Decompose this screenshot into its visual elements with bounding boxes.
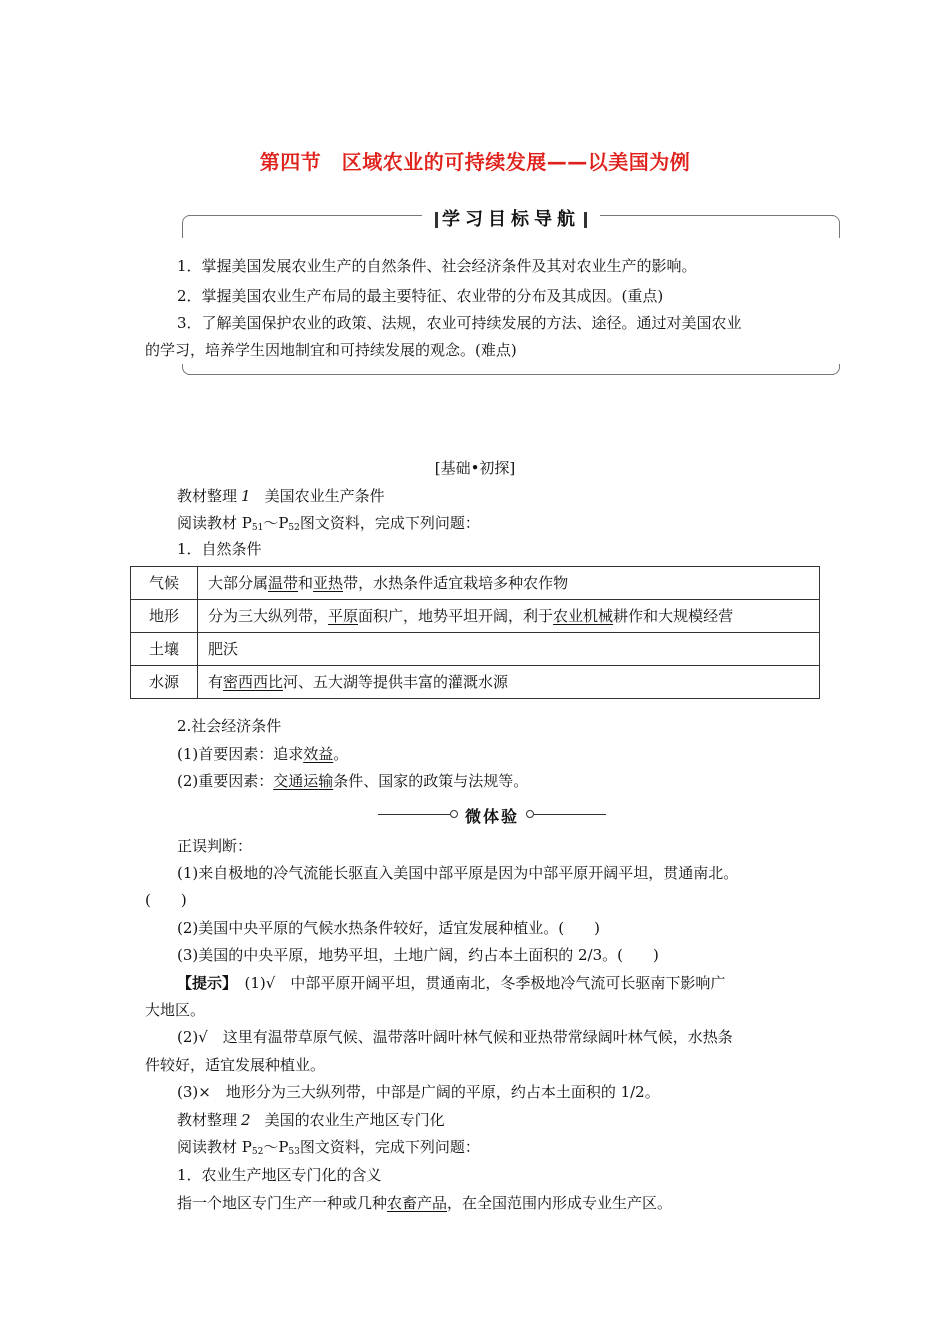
table-key: 土壤 bbox=[131, 633, 198, 666]
specialization-definition: 指一个地区专门生产一种或几种农畜产品，在全国范围内形成专业生产区。 bbox=[177, 1194, 673, 1212]
part1-read-instruction: 阅读教材 $P_{51}\sim P_{52}$图文资料，完成下列问题： bbox=[177, 514, 480, 533]
hint-answer-1-cont: 大地区。 bbox=[145, 1001, 206, 1019]
specialization-heading: 1．农业生产地区专门化的含义 bbox=[177, 1166, 382, 1184]
page-title: 第四节 区域农业的可持续发展——以美国为例 bbox=[259, 150, 691, 174]
table-value: 大部分属温带和亚热带，水热条件适宜栽培多种农作物 bbox=[198, 567, 820, 600]
social-item-2: (2)重要因素：交通运输条件、国家的政策与法规等。 bbox=[177, 772, 529, 790]
natural-conditions-heading: 1．自然条件 bbox=[177, 540, 262, 558]
micro-heading: 微体验 bbox=[464, 807, 519, 826]
question-2: (2)美国中央平原的气候水热条件较好，适宜发展种植业。( ) bbox=[177, 919, 600, 937]
natural-conditions-table bbox=[130, 566, 820, 699]
goal-item-1: 1．掌握美国发展农业生产的自然条件、社会经济条件及其对农业生产的影响。 bbox=[177, 257, 697, 275]
social-item-1: (1)首要因素：追求效益。 bbox=[177, 745, 349, 763]
hint-answer-2: (2)√ 这里有温带草原气候、温带落叶阔叶林气候和亚热带常绿阔叶林气候，水热条 bbox=[177, 1028, 733, 1046]
table-row bbox=[131, 633, 820, 666]
table-key: 地形 bbox=[131, 600, 198, 633]
judge-label: 正误判断： bbox=[177, 837, 253, 855]
table-row bbox=[131, 600, 820, 633]
part2-heading: 教材整理 2 美国的农业生产地区专门化 bbox=[177, 1111, 445, 1129]
part1-heading: 教材整理 1 美国农业生产条件 bbox=[177, 487, 385, 505]
goal-item-3-line2: 的学习，培养学生因地制宜和可持续发展的观念。(难点) bbox=[145, 341, 517, 359]
question-3: (3)美国的中央平原，地势平坦，土地广阔，约占本土面积的 2/3。( ) bbox=[177, 946, 659, 964]
hint-answer-2-cont: 件较好，适宜发展种植业。 bbox=[145, 1056, 326, 1074]
table-key: 气候 bbox=[131, 567, 198, 600]
table-key: 水源 bbox=[131, 666, 198, 699]
table-row bbox=[131, 666, 820, 699]
micro-experience-divider bbox=[378, 804, 606, 826]
goal-item-2: 2．掌握美国农业生产布局的最主要特征、农业带的分布及其成因。(重点) bbox=[177, 287, 664, 305]
table-value: 肥沃 bbox=[198, 633, 820, 666]
table-row bbox=[131, 567, 820, 600]
hint-answer-3: (3)× 地形分为三大纵列带，中部是广阔的平原，约占本土面积的 1/2。 bbox=[177, 1083, 660, 1101]
question-1: (1)来自极地的冷气流能长驱直入美国中部平原是因为中部平原开阔平坦，贯通南北。 bbox=[177, 864, 739, 882]
question-1-answer-blank: ( ) bbox=[145, 891, 187, 909]
table-value: 有密西西比河、五大湖等提供丰富的灌溉水源 bbox=[198, 666, 820, 699]
part2-read-instruction: 阅读教材 $P_{52}\sim P_{53}$图文资料，完成下列问题： bbox=[177, 1138, 480, 1157]
social-conditions-heading: 2.社会经济条件 bbox=[177, 717, 282, 735]
goals-heading: 学习目标导航 bbox=[422, 205, 600, 227]
goal-item-3-line1: 3．了解美国保护农业的政策、法规，农业可持续发展的方法、途径。通过对美国农业 bbox=[177, 314, 742, 332]
section-tag: [基础•初探] bbox=[434, 459, 516, 477]
table-value: 分为三大纵列带，平原面积广，地势平坦开阔，利于农业机械耕作和大规模经营 bbox=[198, 600, 820, 633]
hint-answer-1: 【提示】 (1)√ 中部平原开阔平坦，贯通南北，冬季极地冷气流可长驱南下影响广 bbox=[177, 974, 726, 992]
